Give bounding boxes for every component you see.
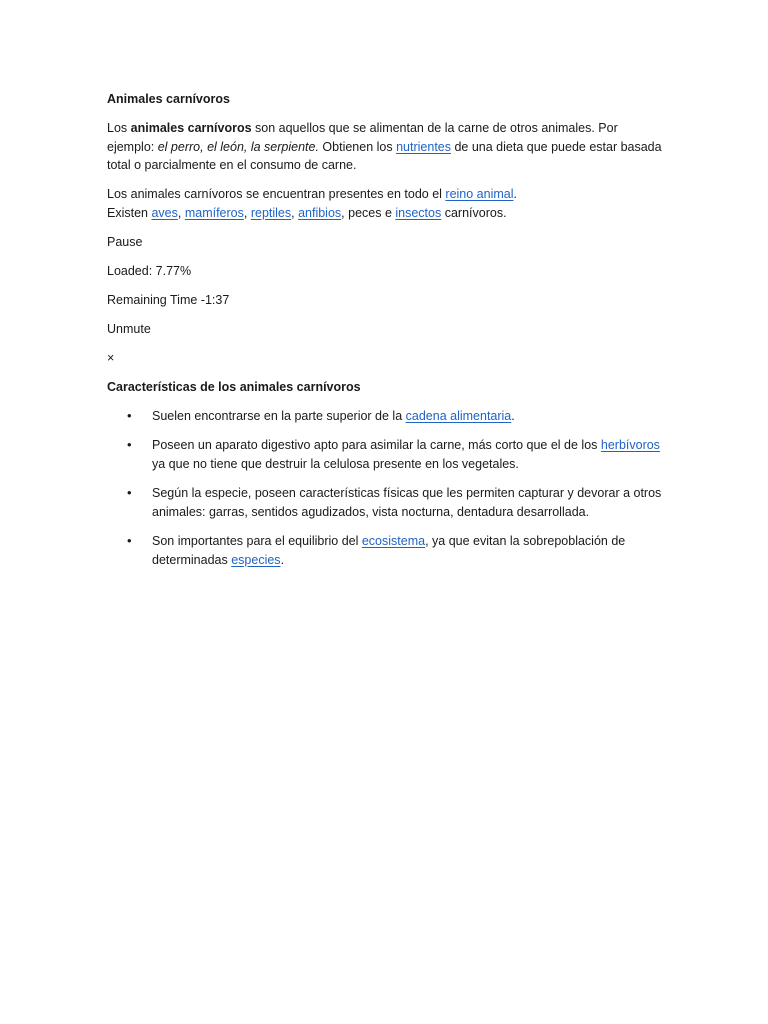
bullet-icon: • (127, 485, 132, 500)
presence-text: carnívoros. (441, 205, 507, 220)
document-page (107, 90, 667, 580)
bullet-icon: • (127, 437, 132, 452)
item-text: Suelen encontrarse en la parte superior de la (152, 408, 406, 423)
link-reptiles[interactable]: reptiles (250, 205, 292, 220)
player-loaded-status: Loaded: 7.77% (107, 263, 192, 278)
link-mamiferos[interactable]: mamíferos (184, 205, 244, 220)
bullet-icon: • (127, 407, 132, 423)
link-nutrientes[interactable]: nutrientes (396, 139, 451, 154)
item-text: ya que no tiene que destruir la celulosa presente en los vegetales. (152, 456, 519, 471)
list-item (107, 532, 667, 569)
link-insectos[interactable]: insectos (395, 205, 442, 220)
separator: , (243, 205, 251, 220)
intro-examples: el perro, el león, la serpiente. (157, 139, 319, 154)
list-item (107, 436, 667, 473)
separator: , (291, 205, 299, 220)
player-pause-button[interactable]: Pause (107, 234, 143, 249)
list-item (107, 484, 667, 521)
link-cadena-alimentaria[interactable]: cadena alimentaria (405, 408, 512, 423)
item-text: Según la especie, poseen características físicas que les permiten capturar y devorar a otros animales: garras, sentidos agudizados, vista nocturna, dentadura desarrollada. (152, 486, 662, 519)
link-anfibios[interactable]: anfibios (298, 205, 342, 220)
item-text: Son importantes para el equilibrio del (152, 534, 362, 548)
list-item (107, 407, 667, 426)
link-aves[interactable]: aves (151, 205, 178, 220)
close-icon[interactable]: × (107, 350, 115, 365)
link-ecosistema[interactable]: ecosistema (361, 534, 426, 548)
link-reino-animal[interactable]: reino animal (445, 187, 514, 201)
separator: , (177, 205, 185, 220)
item-text: . (280, 552, 285, 567)
presence-text: . (513, 187, 517, 201)
presence-text: Existen (107, 205, 152, 220)
characteristics-list (107, 407, 667, 570)
page-title: Animales carnívoros (107, 92, 230, 106)
intro-paragraph (107, 119, 667, 175)
intro-text: son aquellos que se alimentan de la carne de otros animales. Por ejemplo: (107, 121, 618, 154)
bullet-icon: • (127, 533, 132, 548)
presence-paragraph (107, 185, 667, 222)
player-unmute-button[interactable]: Unmute (107, 321, 151, 336)
section-heading: Características de los animales carnívoros (107, 379, 361, 394)
intro-text: de una dieta que puede estar basada total o parcialmente en el consumo de carne. (107, 139, 662, 172)
item-text: . (511, 408, 515, 423)
intro-text: Obtienen los (318, 139, 397, 154)
presence-text: Los animales carnívoros se encuentran presentes en todo el (107, 187, 446, 201)
intro-text: Los (107, 121, 131, 135)
link-especies[interactable]: especies (231, 552, 281, 567)
intro-bold-term: animales carnívoros (130, 121, 252, 135)
player-remaining-time: Remaining Time -1:37 (107, 292, 230, 307)
item-text: , ya que evitan la sobrepoblación de determinadas (152, 534, 626, 567)
link-herbivoros[interactable]: herbívoros (600, 438, 660, 452)
item-text: Poseen un aparato digestivo apto para asimilar la carne, más corto que el de los (152, 438, 601, 452)
presence-text: , peces e (341, 205, 396, 220)
